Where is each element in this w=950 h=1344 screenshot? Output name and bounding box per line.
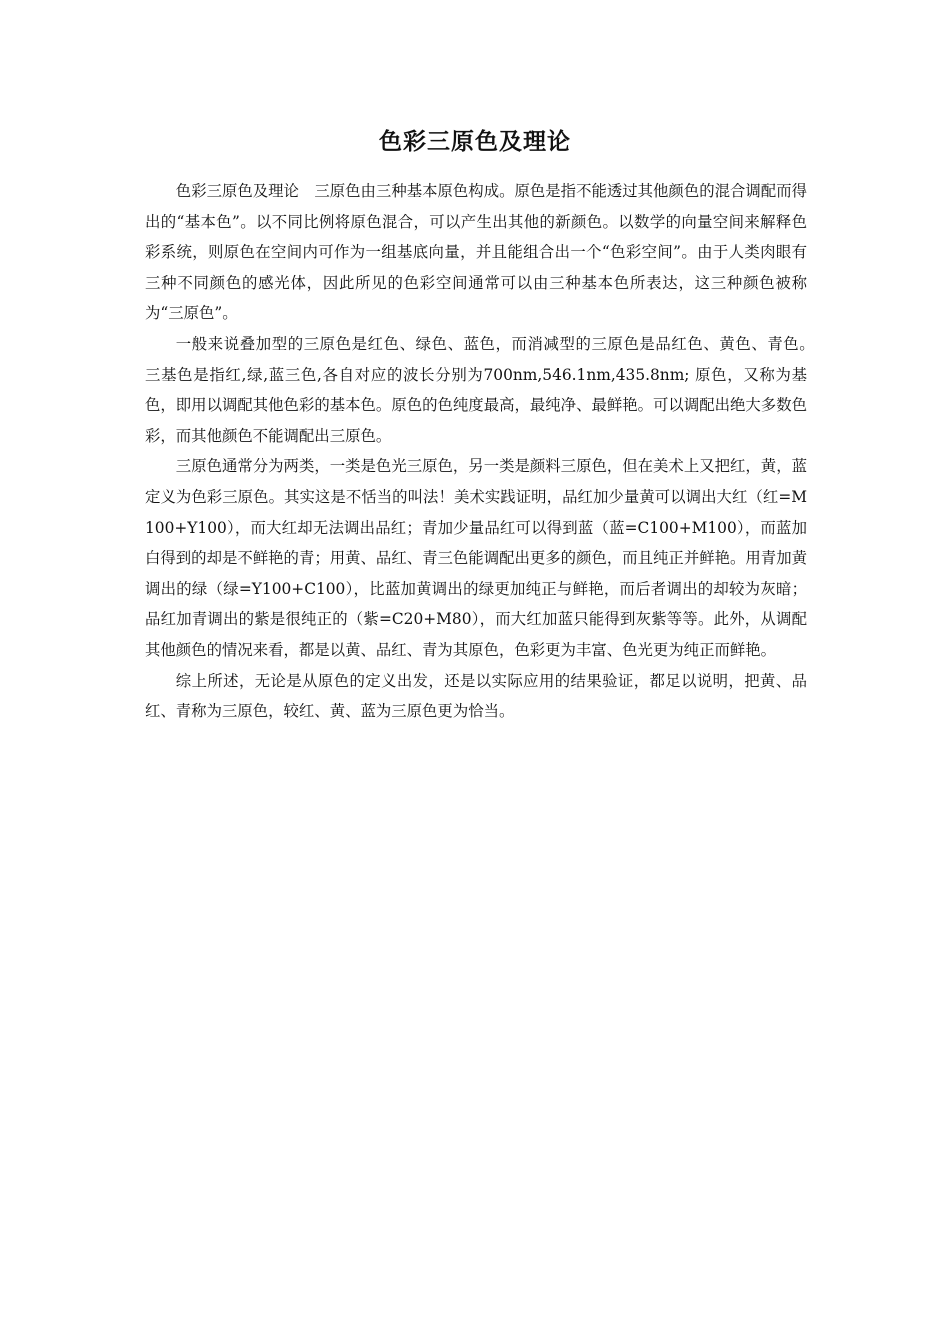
page-title: 色彩三原色及理论 <box>379 128 571 155</box>
paragraph-conclusion: 综上所述，无论是从原色的定义出发，还是以实际应用的结果验证，都足以说明，把黄、品红、青称为三原色，较红、黄、蓝为三原色更为恰当。 <box>145 671 807 721</box>
paragraph-two-types: 三原色通常分为两类，一类是色光三原色，另一类是颜料三原色，但在美术上又把红，黄，蓝定义为色彩三原色。其实这是不恬当的叫法！美术实践证明，品红加少量黄可以调出大红（红=M100+Y100），而大红却无法调出品红；青加少量品红可以得到蓝（蓝=C100+M100），而蓝加白得到的却是不鲜艳的青；用黄、品红、青三色能调配出更多的颜色，而且纯正并鲜艳。用青加黄调出的绿（绿=Y100+C100），比蓝加黄调出的绿更加纯正与鲜艳，而后者调出的却较为灰暗；品红加青调出的紫是很纯正的（紫=C20+M80），而大红加蓝只能得到灰紫等等。此外，从调配其他颜色的情况来看，都是以黄、品红、青为其原色，色彩更为丰富、色光更为纯正而鲜艳。 <box>145 457 807 659</box>
paragraph-additive-subtractive: 一般来说叠加型的三原色是红色、绿色、蓝色，而消减型的三原色是品红色、黄色、青色。 三基色是指红,绿,蓝三色,各自对应的波长分别为700nm,546.1nm,435.8nm; 原色，又称为基色，即用以调配其他色彩的基本色。原色的色纯度最高，最纯净、最鲜艳。可以调配出绝大多数色彩，而其他颜色不能调配出三原色。 <box>145 334 823 445</box>
document-body <box>145 176 823 727</box>
paragraph-definition: 色彩三原色及理论 三原色由三种基本原色构成。原色是指不能透过其他颜色的混合调配而得出的“基本色”。以不同比例将原色混合，可以产生出其他的新颜色。以数学的向量空间来解释色彩系统，则原色在空间内可作为一组基底向量，并且能组合出一个“色彩空间”。由于人类肉眼有三种不同颜色的感光体，因此所见的色彩空间通常可以由三种基本色所表达，这三种颜色被称为“三原色”。 <box>145 182 807 323</box>
